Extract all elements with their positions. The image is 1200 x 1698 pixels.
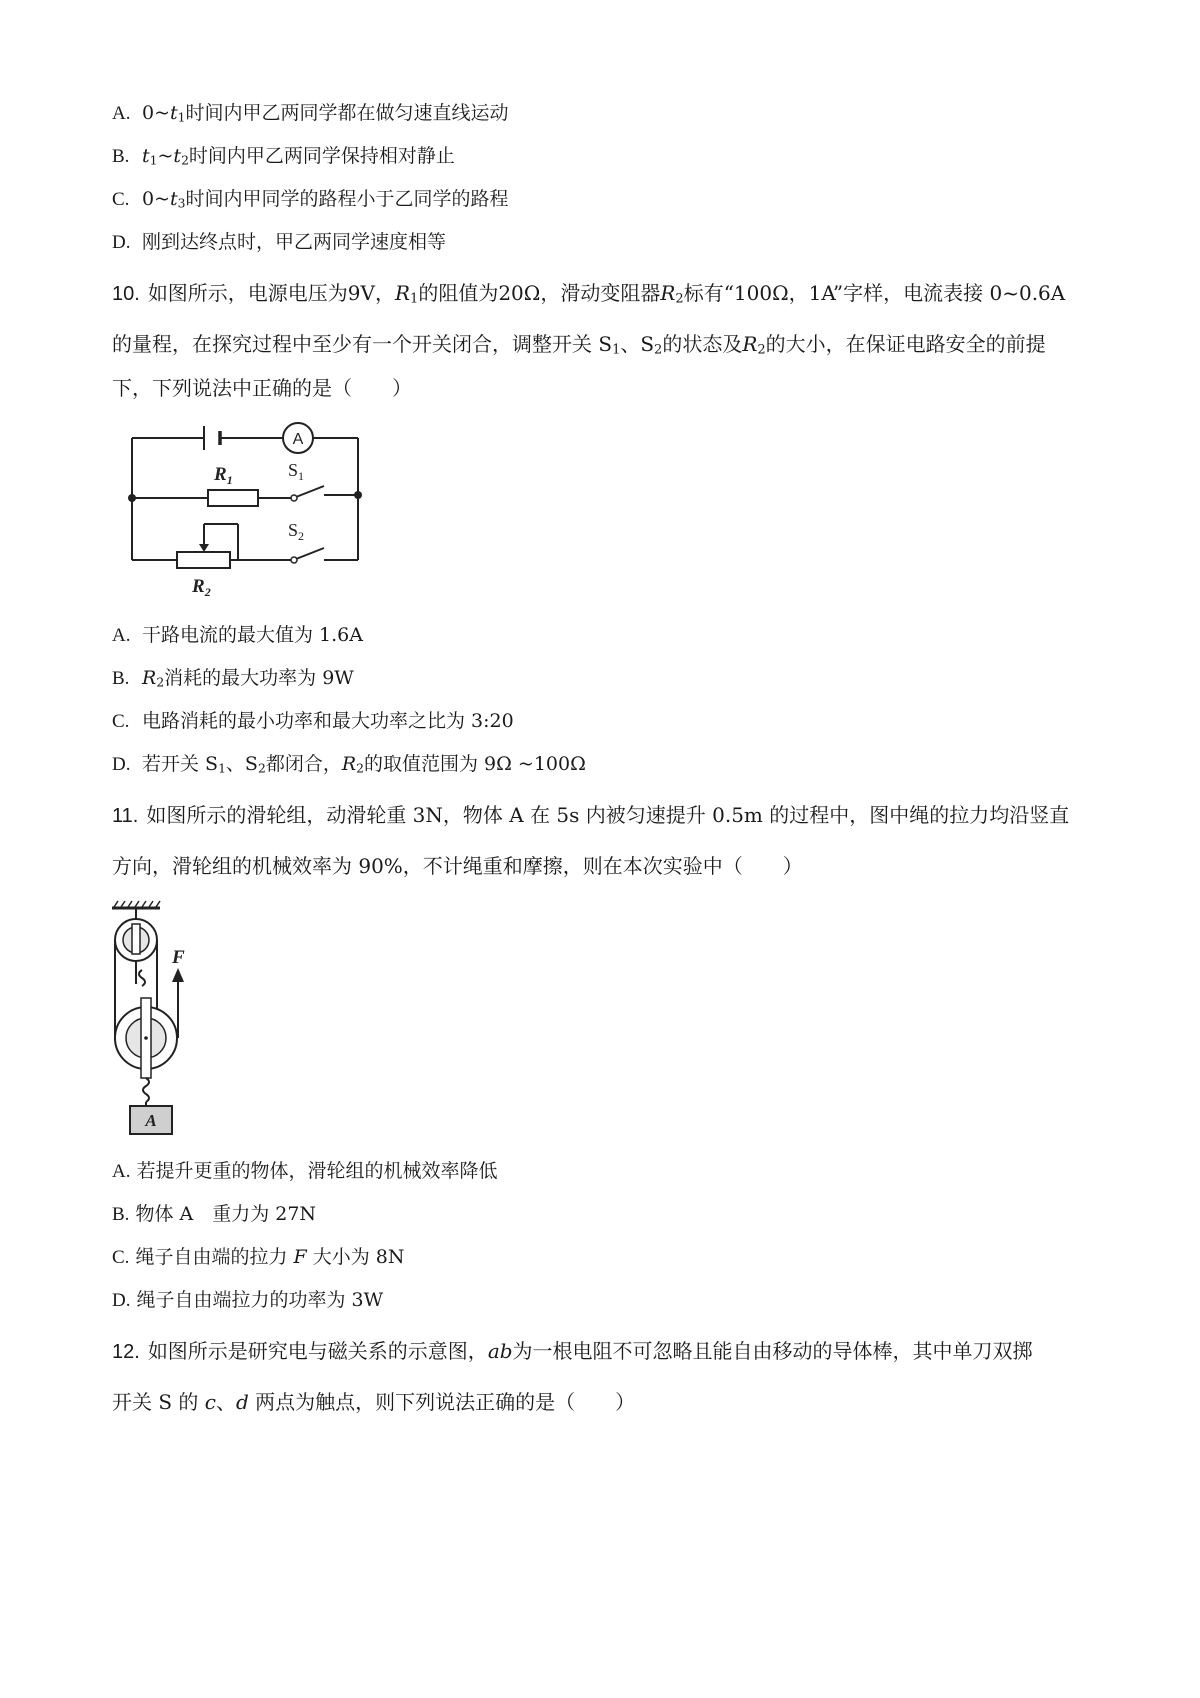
q10-stem-line-3: 下，下列说法中正确的是（ ） [112,376,412,400]
hook [143,1078,149,1102]
option-key: A. [112,1161,131,1182]
q10-option-b: B. $R_2$消耗的最大功率为 9W [112,667,354,690]
option-key: B. [112,1204,130,1225]
q10-stem-line-1: 10. 如图所示，电源电压为9V，$R_1$的阻值为20Ω，滑动变阻器$R_2$标有“100Ω，1A”字样，电流表接 0~0.6A [112,281,1066,307]
junction-dot [354,491,362,499]
q12-stem-line-1: 12. 如图所示是研究电与磁关系的示意图，ab为一根电阻不可忽略且能自由移动的导体棒，其中单刀双掷 [112,1339,1033,1363]
q12-stem-line-2: 开关 S 的 c、d 两点为触点，则下列说法正确的是（ ） [112,1390,636,1414]
q10-circuit-diagram [112,420,402,610]
option-key: A. [112,103,131,124]
ceiling-hatch [114,901,160,907]
option-key: D. [112,232,131,253]
r2-label: $R_2$ [192,576,211,599]
switch-s2-contact [291,557,297,563]
ammeter-label: A [292,431,304,448]
question-number: 11. [112,805,139,827]
option-key: D. [112,754,131,775]
q9-option-b: B. $t_1\sim t_2$时间内甲乙两同学保持相对静止 [112,145,455,168]
r1-label: $R_1$ [214,464,233,487]
junction-dot [128,494,136,502]
q11-option-b: B. 物体 A 重力为 27N [112,1203,317,1225]
force-arrow [172,968,184,982]
q10-option-c: C. 电路消耗的最小功率和最大功率之比为 3:20 [112,710,514,732]
option-key: B. [112,146,130,167]
hook [139,970,145,986]
question-number: 10. [112,283,140,305]
q11-option-c: C. 绳子自由端的拉力 F 大小为 8N [112,1246,405,1268]
option-key: D. [112,1290,131,1311]
q11-stem-line-1: 11. 如图所示的滑轮组，动滑轮重 3N，物体 A 在 5s 内被匀速提升 0.5m 的过程中，图中绳的拉力均沿竖直 [112,803,1070,827]
q11-pulley-diagram [112,900,222,1140]
option-key: C. [112,189,130,210]
force-label: F [172,947,185,968]
question-number: 12. [112,1341,140,1363]
q10-stem-line-2: 的量程，在探究过程中至少有一个开关闭合，调整开关 $S_1$、$S_2$的状态及$R_2$的大小，在保证电路安全的前提 [112,332,1046,358]
option-key: B. [112,668,130,689]
s1-label: $S_1$ [288,460,305,483]
rheostat-r2 [177,552,230,568]
switch-s1-contact [291,495,297,501]
q11-option-a: A. 若提升更重的物体，滑轮组的机械效率降低 [112,1160,498,1182]
q10-option-d: D. 若开关 $S_1$、$S_2$都闭合，$R_2$的取值范围为 9Ω ~100Ω [112,753,586,776]
option-key: C. [112,711,130,732]
q9-option-c: C. $0\sim t_3$时间内甲同学的路程小于乙同学的路程 [112,188,509,211]
q9-option-d: D. 刚到达终点时，甲乙两同学速度相等 [112,231,447,253]
option-key: A. [112,625,131,646]
q10-option-a: A. 干路电流的最大值为 1.6A [112,624,363,646]
q9-option-a: A. $0\sim t_1$时间内甲乙两同学都在做匀速直线运动 [112,102,509,125]
s2-label: $S_2$ [288,520,305,543]
block-label: A [145,1111,157,1130]
resistor-r1 [208,490,258,506]
q11-option-d: D. 绳子自由端拉力的功率为 3W [112,1289,384,1311]
rheostat-slider-arrow [199,544,209,552]
option-key: C. [112,1247,130,1268]
q11-stem-line-2: 方向，滑轮组的机械效率为 90%，不计绳重和摩擦，则在本次实验中（ ） [112,854,803,878]
